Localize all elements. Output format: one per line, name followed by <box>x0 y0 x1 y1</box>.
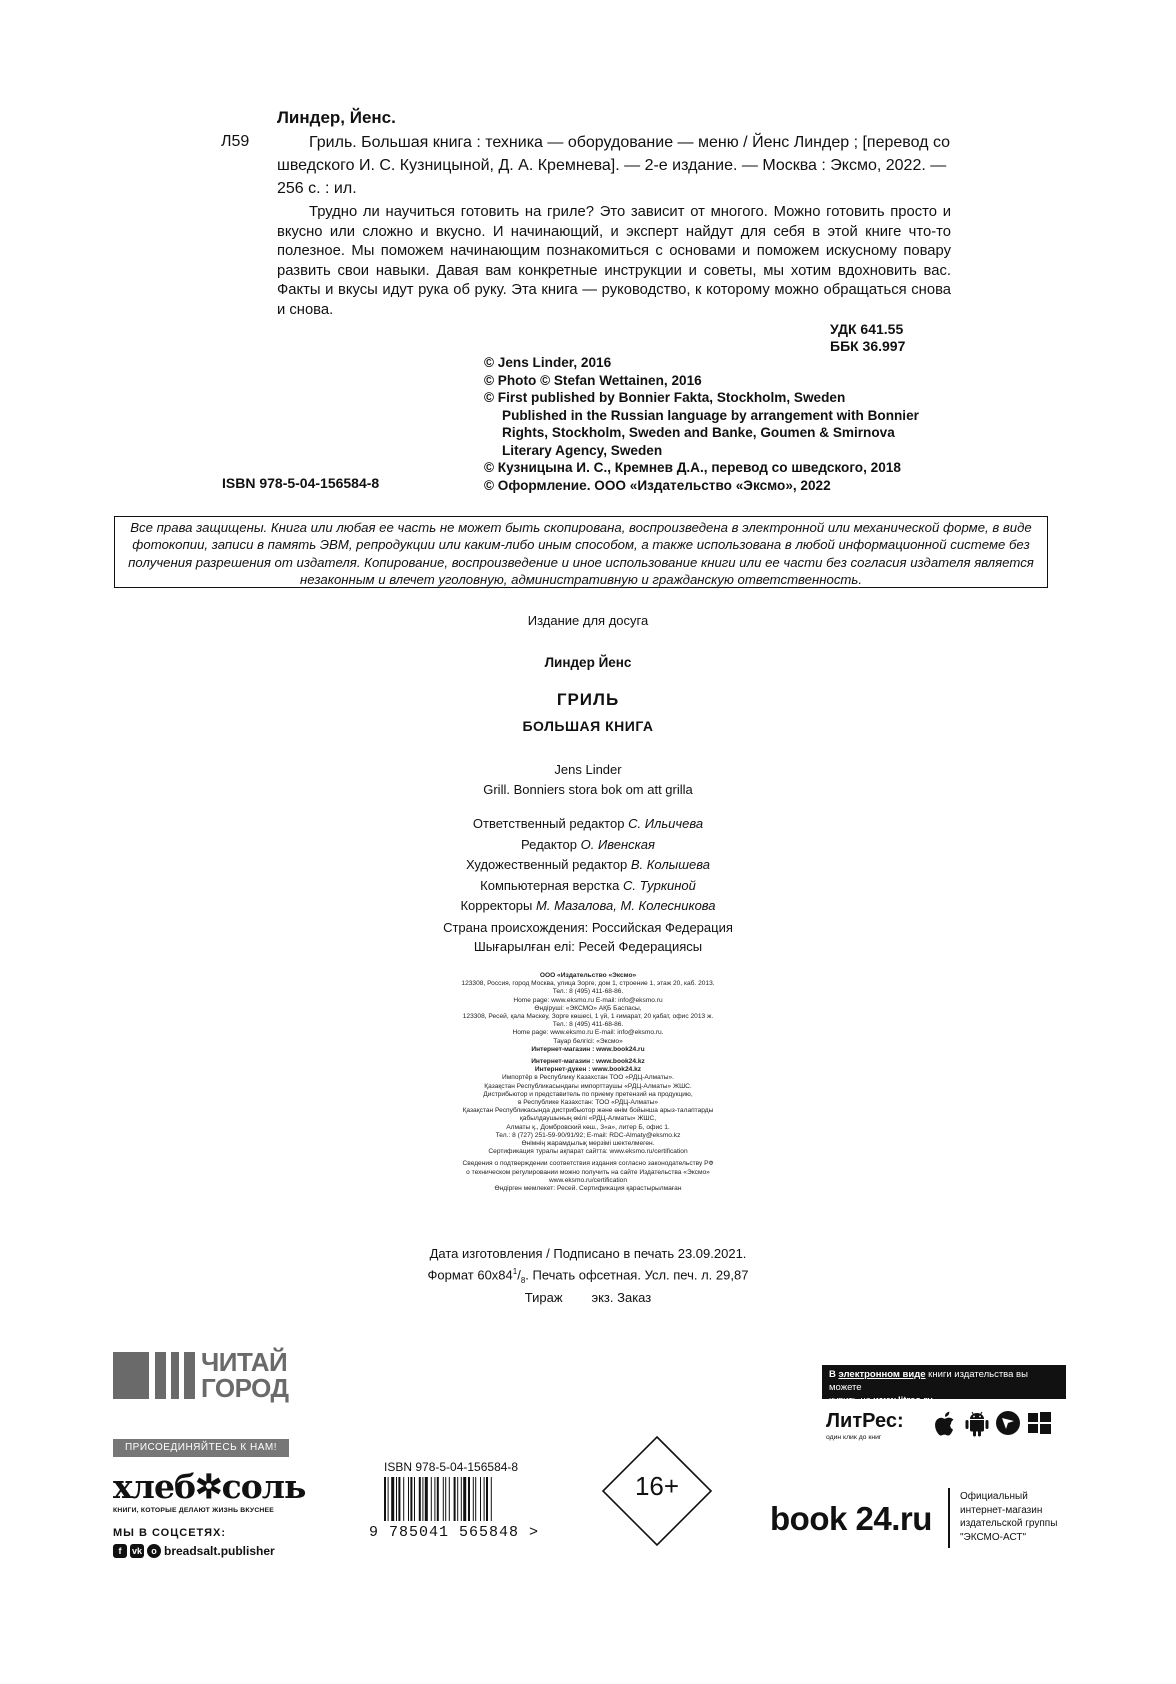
credit-line: Компьютерная верстка С. Туркиной <box>480 877 696 893</box>
copyright-line: © Кузницына И. С., Кремнев Д.А., перевод со шведского, 2018 <box>484 460 901 475</box>
imprint-line: Тауар белгісі: «Эксмо» <box>553 1037 623 1045</box>
country-kz: Шығарылған елі: Ресей Федерациясы <box>473 939 703 954</box>
imprint-line: Сертификация туралы ақпарат сайтта: www.eksmo.ru/certification <box>488 1148 688 1156</box>
odnoklassniki-icon: o <box>147 1544 161 1558</box>
isbn: ISBN 978-5-04-156584-8 <box>222 475 380 491</box>
windows-icon <box>1025 1409 1053 1437</box>
join-us-banner: ПРИСОЕДИНЯЙТЕСЬ К НАМ! <box>113 1439 289 1457</box>
social-links <box>113 1544 275 1558</box>
imprint-line: Сведения о подтверждении соответствия издания согласно законодательству РФ <box>462 1160 714 1168</box>
barcode-isbn: ISBN 978-5-04-156584-8 <box>384 1460 519 1474</box>
barcode-digits: 9 785041 565848 > <box>369 1524 540 1541</box>
imprint-line: о техническом регулировании можно получить на сайте Издательства «Эксмо» <box>466 1168 710 1176</box>
imprint-line: Интернет-дүкен : www.book24.kz <box>534 1066 642 1074</box>
annotation <box>277 203 951 320</box>
bibliographic-description <box>277 131 951 200</box>
age-rating: 16+ <box>634 1471 680 1501</box>
android-icon <box>963 1409 991 1437</box>
credit-line: Корректоры М. Мазалова, М. Колесникова <box>460 898 716 913</box>
original-edition <box>0 760 1176 800</box>
original-title: Grill. Bonniers stora bok om att grilla <box>483 782 693 797</box>
litres-banner: В электронном виде книги издательства вы можете купить на www.litres.ru <box>822 1365 1066 1399</box>
imprint-line: Өнімнің жарамдылық мерзімі шектелмеген. <box>521 1140 655 1148</box>
country-of-origin <box>0 918 1176 956</box>
book-subtitle: БОЛЬШАЯ КНИГА <box>522 718 654 734</box>
imprint-line: қабылдаушының өкілі «РДЦ-Алматы» ЖШС, <box>519 1115 657 1123</box>
imprint-line: ООО «Издательство «Эксмо» <box>539 972 637 979</box>
book24-logo: book 24.ru <box>770 1500 932 1537</box>
hleb-sol-slogan: КНИГИ, КОТОРЫЕ ДЕЛАЮТ ЖИЗНЬ ВКУСНЕЕ <box>113 1507 275 1514</box>
chitai-gorod-logo: ЧИТАЙ ГОРОД <box>113 1352 313 1407</box>
copyright-line: © First published by Bonnier Fakta, Stockholm, Sweden <box>484 390 846 405</box>
imprint-line: Қазақстан Республикасындағы импорттаушы «РДЦ-Алматы» ЖШС. <box>484 1082 692 1090</box>
book-title: ГРИЛЬ <box>556 690 620 709</box>
copyright-line: Literary Agency, Sweden <box>502 442 663 458</box>
copyright-line: © Photo © Stefan Wettainen, 2016 <box>484 372 702 388</box>
imprint-line: Алматы қ., Домбровский көш., 3«а», литер Б, офис 1. <box>506 1123 670 1131</box>
bibliographic-text: Гриль. Большая книга : техника — оборудование — меню / Йенс Линдер ; [перевод со шведского И. С. Кузницыной, Д. А. Кремнева]. — 2-е издание. — Москва : Эксмо, 2022. — 256 с. : ил. <box>277 134 951 197</box>
catalog-author-heading: Линдер, Йенс. <box>277 108 396 127</box>
browser-icon <box>994 1409 1022 1437</box>
litres-tagline: один клик до книг <box>826 1434 882 1441</box>
catalog-code: Л59 <box>221 133 250 150</box>
imprint-line: Өндіруші: «ЭКСМО» АҚБ Баспасы, <box>534 1004 642 1012</box>
print-run: Тираж экз. Заказ <box>524 1289 652 1305</box>
original-author: Jens Linder <box>554 762 622 777</box>
credits <box>0 814 1176 917</box>
country-ru: Страна происхождения: Российская Федерация <box>443 920 733 935</box>
bbk-code: ББК 36.997 <box>830 338 906 354</box>
publisher-imprint <box>0 972 1176 1193</box>
social-handle: breadsalt.publisher <box>164 1544 275 1558</box>
book24-note: Официальный интернет-магазин издательской группы "ЭКСМО-АСТ" <box>960 1491 1058 1543</box>
imprint-line: в Республике Казахстан: ТОО «РДЦ-Алматы» <box>517 1099 659 1107</box>
copyright-line: © Оформление. ООО «Издательство «Эксмо», 2022 <box>484 477 831 493</box>
udk-code: УДК 641.55 <box>830 321 904 337</box>
imprint-line: Тел.: 8 (495) 411-68-86. <box>552 1021 624 1029</box>
barcode-icon <box>384 1477 534 1521</box>
imprint-line: Интернет-магазин : www.book24.ru <box>531 1045 645 1053</box>
print-details <box>0 1245 1176 1306</box>
credit-line: Художественный редактор В. Колышева <box>466 857 710 872</box>
copyright-line: © Jens Linder, 2016 <box>484 355 612 370</box>
imprint-line: Интернет-магазин : www.book24.kz <box>531 1058 645 1066</box>
imprint-line: Өндірген мемлекет: Ресей. Сертификация қарастырылмаған <box>494 1185 682 1193</box>
facebook-icon: f <box>113 1544 127 1558</box>
imprint-line: Тел.: 8 (495) 411-68-86. <box>552 988 624 996</box>
edition-type: Издание для досуга <box>527 613 649 628</box>
imprint-line: www.eksmo.ru/certification <box>548 1176 628 1184</box>
print-date: Дата изготовления / Подписано в печать 23.09.2021. <box>429 1246 747 1261</box>
litres-logo: ЛитРес: <box>826 1410 904 1432</box>
vk-icon: vk <box>131 1546 142 1556</box>
divider <box>948 1488 950 1548</box>
credit-line: Редактор О. Ивенская <box>521 836 655 852</box>
print-format: Формат $60x84^1/_8$. Печать офсетная. Усл. печ. л. 29,87 <box>427 1266 749 1285</box>
copyright-line: Published in the Russian language by arrangement with Bonnier <box>502 407 919 423</box>
imprint-line: Home page: www.eksmo.ru E-mail: info@eksmo.ru <box>513 996 663 1004</box>
imprint-line: Қазақстан Республикасында дистрибьютор және өнім бойынша арыз-талаптарды <box>462 1107 714 1115</box>
apple-icon <box>932 1409 960 1437</box>
annotation-text: Трудно ли научиться готовить на гриле? Это зависит от многого. Можно готовить просто и вкусно или сложно и вкусно. И начинающий, и эксперт найдут для себя в этой книге что-то полезное. Мы поможем начинающим познакомиться с основами и поможем искусному повару развить свои навыки. Давая вам конкретные инструкции и советы, мы хотим вдохновить вас. Факты и вкусы идут рука об руку. Эта книга — руководство, к которому можно обращаться снова и снова. <box>277 204 951 318</box>
credit-line: Ответственный редактор С. Ильичева <box>472 816 704 831</box>
imprint-line: 123308, Ресей, қала Мәскеу, Зорге көшесі, 1 үй, 1 ғимарат, 20 қабат, офис 2013 ж. <box>462 1013 714 1021</box>
book-author: Линдер Йенс <box>544 655 632 670</box>
rights-notice: Все права защищены. Книга или любая ее часть не может быть скопирована, воспроизведена в электронной или механической форме, в виде фотокопии, записи в память ЭВМ, репродукции или каким-либо иным способом, а также использована в любой информационной системе без получения разрешения от издателя. Копирование, воспроизведение и иное использование книги или ее части без согласия издателя является незаконным и влечет уголовную, административную и гражданскую ответственность. <box>114 516 1048 588</box>
classification-codes <box>830 321 905 355</box>
imprint-line: Home page: www.eksmo.ru E-mail: info@eksmo.ru. <box>512 1029 664 1037</box>
copyright-line: Rights, Stockholm, Sweden and Banke, Goumen & Smirnova <box>502 425 895 440</box>
social-heading: МЫ В СОЦСЕТЯХ: <box>113 1527 227 1539</box>
imprint-line: Импортёр в Республику Казахстан ТОО «РДЦ-Алматы». <box>502 1074 674 1082</box>
hleb-sol-logo: хлеб✲соль <box>113 1467 306 1506</box>
copyright-block <box>484 354 964 494</box>
imprint-line: Дистрибьютор и представитель по приему претензий на продукцию, <box>483 1090 693 1098</box>
imprint-line: 123308, Россия, город Москва, улица Зорге, дом 1, строение 1, этаж 20, каб. 2013. <box>461 980 715 988</box>
imprint-line: Тел.: 8 (727) 251-59-90/91/92; E-mail: RDC-Almaty@eksmo.kz <box>495 1131 681 1139</box>
